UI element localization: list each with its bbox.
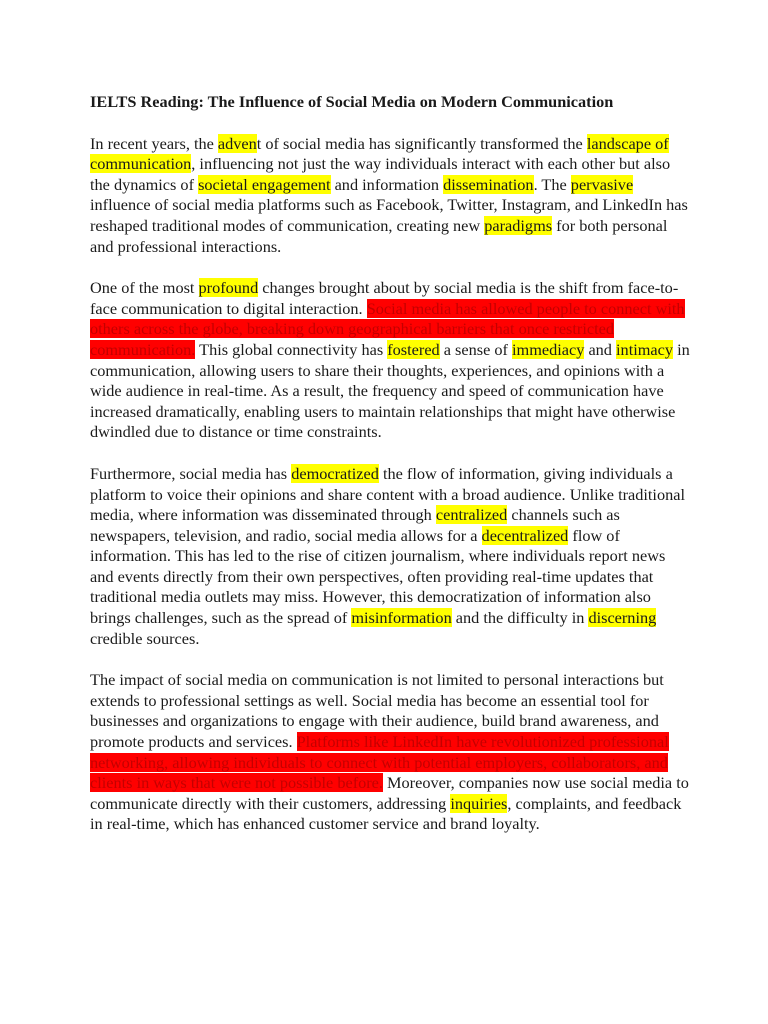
body-text: the flow of information, giving individuals a platform to voice their opinions and share content with a broad audience. Unlike traditional media, where information was disseminated through	[90, 463, 685, 525]
key-sentence-highlight: Social media has allowed people to connect with others across the globe, breaking down geographical barriers that once restricted communication.	[90, 298, 685, 359]
body-text: and information	[330, 174, 444, 194]
vocabulary-highlight: societal engagement	[198, 174, 331, 194]
body-text: channels such as newspapers, television, and radio, social media allows for a	[90, 505, 620, 545]
body-text: , influencing not just the way individuals interact with each other but also the dynamics of	[90, 154, 671, 194]
body-text: Furthermore, social media has	[90, 463, 292, 483]
vocabulary-highlight: paradigms	[484, 215, 553, 235]
body-text: One of the most	[90, 278, 199, 298]
vocabulary-highlight: misinformation	[351, 608, 452, 628]
vocabulary-highlight: adven	[217, 133, 257, 153]
body-text: in communication, allowing users to share their thoughts, experiences, and opinions with a wide audience in real-time. As a result, the frequency and speed of communication have increased dramatically, enabling users to maintain relationships that might have otherwise dwindled due to distance or time constraints.	[90, 339, 690, 442]
body-text: t of social media has significantly transformed the	[256, 133, 587, 153]
paragraph-1	[90, 134, 690, 258]
vocabulary-highlight: decentralized	[481, 525, 569, 545]
vocabulary-highlight: discerning	[588, 608, 657, 628]
vocabulary-highlight: fostered	[387, 339, 440, 359]
document-page	[90, 92, 690, 856]
body-text: Moreover, companies now use social media to communicate directly with their customers, addressing	[90, 773, 689, 813]
body-text: influence of social media platforms such as Facebook, Twitter, Instagram, and LinkedIn has reshaped traditional modes of communication, creating new	[90, 195, 688, 235]
body-text: . The	[533, 174, 571, 194]
body-text: , complaints, and feedback in real-time, which has enhanced customer service and brand loyalty.	[90, 793, 682, 834]
vocabulary-highlight: landscape of communication	[90, 133, 669, 174]
body-text: and the difficulty in	[451, 608, 589, 628]
body-text: In recent years, the	[90, 133, 218, 153]
vocabulary-highlight: immediacy	[512, 339, 585, 359]
vocabulary-highlight: dissemination	[443, 174, 534, 194]
body-text: This global connectivity has	[195, 339, 388, 359]
body-text: changes brought about by social media is the shift from face-to-face communication to digital interaction.	[90, 278, 679, 318]
vocabulary-highlight: centralized	[435, 505, 508, 525]
paragraph-2	[90, 278, 690, 443]
vocabulary-highlight: inquiries	[450, 793, 508, 813]
body-text: The impact of social media on communication is not limited to personal interactions but extends to professional settings as well. Social media has become an essential tool for businesses and organizations to engage with their audience, build brand awareness, and promote products and services.	[90, 670, 664, 752]
body-text: for both personal and professional interactions.	[90, 215, 668, 256]
body-text: and	[584, 339, 617, 359]
document-body	[90, 134, 690, 835]
vocabulary-highlight: democratized	[291, 463, 379, 483]
vocabulary-highlight: intimacy	[616, 339, 673, 359]
vocabulary-highlight: profound	[198, 278, 259, 298]
key-sentence-highlight: Platforms like LinkedIn have revolutionized professional networking, allowing individuals to connect with potential employers, collaborators, and clients in ways that were not possible before.	[90, 732, 669, 793]
body-text: flow of information. This has led to the rise of citizen journalism, where individuals report news and events directly from their own perspectives, often providing real-time updates that traditional media outlets may miss. However, this democratization of information also brings challenges, such as the spread of	[90, 525, 666, 628]
body-text: a sense of	[439, 339, 513, 359]
vocabulary-highlight: pervasive	[570, 174, 634, 194]
page-title: IELTS Reading: The Influence of Social Media on Modern Communication	[90, 92, 614, 111]
paragraph-3	[90, 464, 690, 649]
body-text: credible sources.	[90, 628, 200, 648]
paragraph-4	[90, 670, 690, 835]
